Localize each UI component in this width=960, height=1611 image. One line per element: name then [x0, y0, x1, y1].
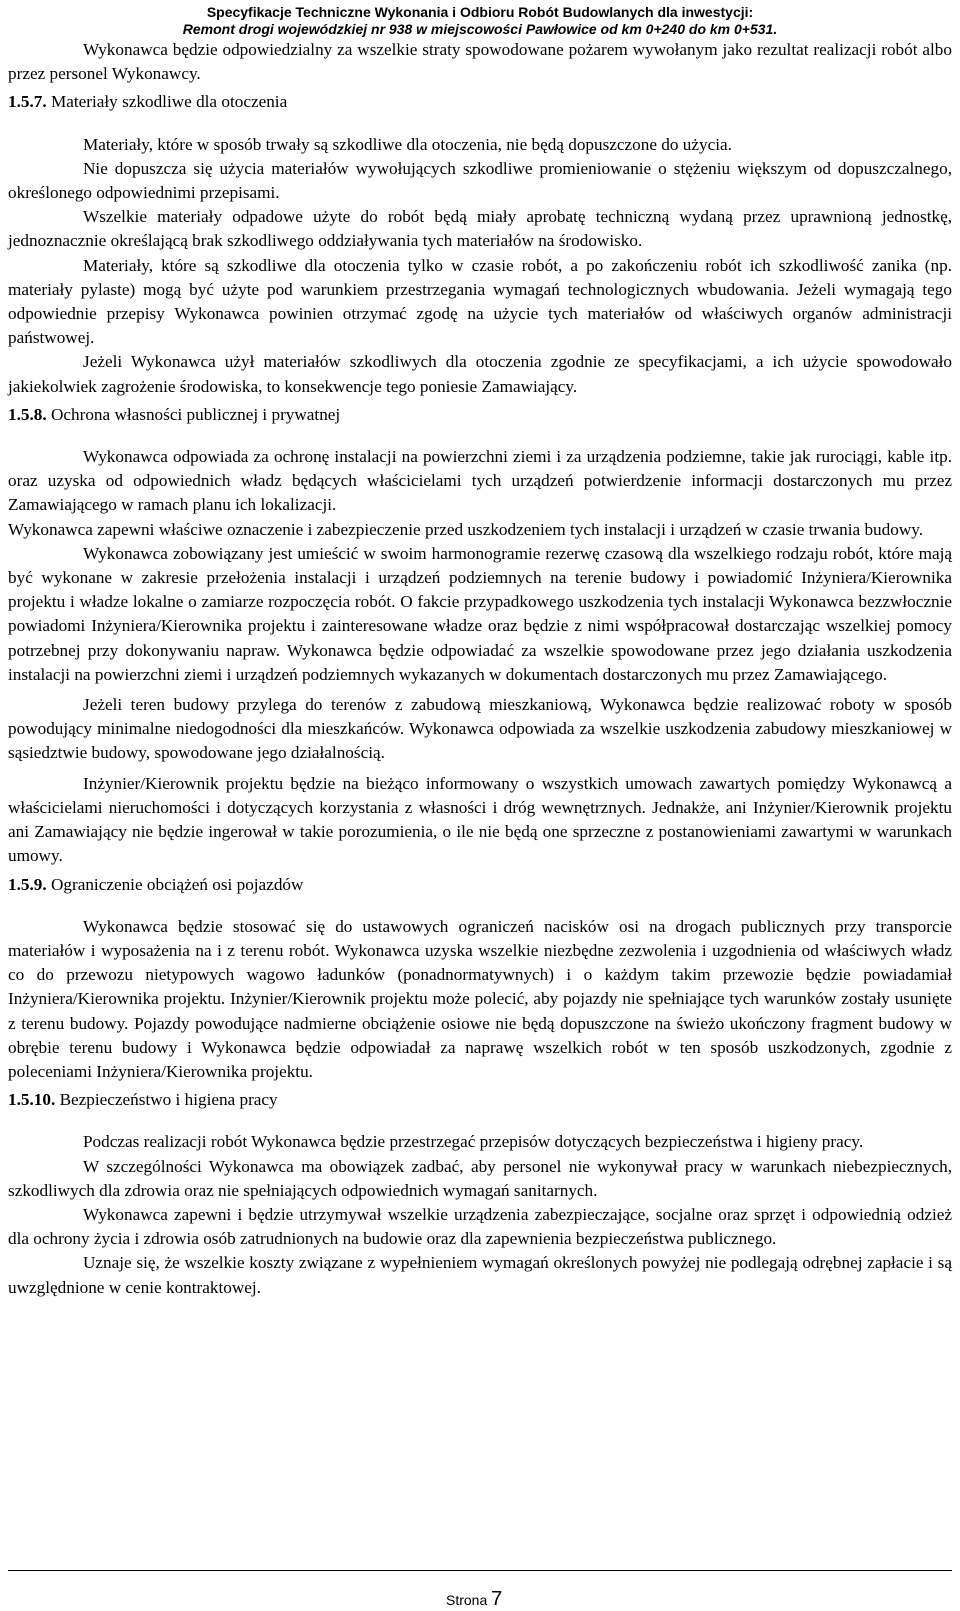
page-footer [446, 1588, 502, 1611]
section-title: Ograniczenie obciążeń osi pojazdów [50, 874, 304, 894]
paragraph: Uznaje się, że wszelkie koszty związane z wypełnieniem wymagań określonych powyżej nie podlegają odrębnej zapłacie i są uwzględnione w cenie kontraktowej. [8, 1253, 952, 1297]
section-title: Bezpieczeństwo i higiena pracy [59, 1090, 278, 1110]
document-body [8, 38, 952, 1300]
header-subtitle: Remont drogi wojewódzkiej nr 938 w miejscowości Pawłowice od km 0+240 do km 0+531. [182, 21, 778, 37]
section-number: 1.5.10. [8, 1090, 56, 1110]
section-heading-1-5-9 [8, 873, 952, 897]
paragraph: Wykonawca zapewni właściwe oznaczenie i zabezpieczenie przed uszkodzeniem tych instalacji i urządzeń w czasie trwania budowy. [8, 519, 924, 539]
section-heading-1-5-7 [8, 90, 952, 114]
paragraph: Materiały, które są szkodliwe dla otoczenia tylko w czasie robót, a po zakończeniu robót ich szkodliwość zanika (np. materiały pylaste) mogą być użyte pod warunkiem przestrzegania wymagań technologicznych wbudowania. Jeżeli wymagają tego odpowiednie przepisy Wykonawca powinien otrzymać zgodę na użycie tych materiałów od właściwych organów administracji państwowej. [8, 255, 952, 348]
section-title: Materiały szkodliwe dla otoczenia [50, 92, 288, 112]
section-heading-1-5-8 [8, 403, 952, 427]
paragraph: Wykonawca będzie odpowiedzialny za wszelkie straty spowodowane pożarem wywołanym jako rezultat realizacji robót albo przez personel Wykonawcy. [8, 40, 952, 84]
paragraph: Podczas realizacji robót Wykonawca będzie przestrzegać przepisów dotyczących bezpieczeństwa i higieny pracy. [83, 1132, 864, 1152]
paragraph: Jeżeli Wykonawca użył materiałów szkodliwych dla otoczenia zgodnie ze specyfikacjami, a ich użycie spowodowało jakiekolwiek zagrożenie środowiska, to konsekwencje tego poniesie Zamawiający. [8, 352, 952, 396]
section-heading-1-5-10 [8, 1088, 952, 1112]
paragraph: Materiały, które w sposób trwały są szkodliwe dla otoczenia, nie będą dopuszczone do użycia. [83, 134, 732, 154]
paragraph: Wykonawca odpowiada za ochronę instalacji na powierzchni ziemi i za urządzenia podziemne, takie jak rurociągi, kable itp. oraz uzyska od odpowiednich władz będących właścicielami tych urządzeń potwierdzenie informacji dostarczonych mu przez Zamawiającego w ramach planu ich lokalizacji. [8, 447, 952, 515]
section-number: 1.5.7. [8, 92, 47, 112]
section-number: 1.5.9. [8, 874, 47, 894]
paragraph: Wykonawca zobowiązany jest umieścić w swoim harmonogramie rezerwę czasową dla wszelkiego rodzaju robót, które mają być wykonane w zakresie przełożenia instalacji i urządzeń podziemnych na terenie budowy i powiadomić Inżyniera/Kierownika projektu i władze lokalne o zamiarze rozpoczęcia robót. O fakcie przypadkowego uszkodzenia tych instalacji Wykonawca bezzwłocznie powiadomi Inżyniera/Kierownika projektu i zainteresowane władze oraz będzie z nimi współpracował dostarczając wszelkiej pomocy potrzebnej przy dokonywaniu napraw. Wykonawca będzie odpowiadać za wszelkie spowodowane przez jego działania uszkodzenia instalacji na powierzchni ziemi i urządzeń podziemnych wykazanych w dokumentach dostarczonych mu przez Zamawiającego. [8, 543, 952, 684]
paragraph: Inżynier/Kierownik projektu będzie na bieżąco informowany o wszystkich umowach zawartych pomiędzy Wykonawcą a właścicielami nieruchomości i dotyczących korzystania z własności i dróg wewnętrznych. Jednakże, ani Inżynier/Kierownik projektu ani Zamawiający nie będzie ingerował w takie porozumienia, o ile nie będą one sprzeczne z postanowieniami zawartymi w warunkach umowy. [8, 773, 952, 866]
page-label: Strona [446, 1592, 488, 1608]
paragraph: Wykonawca będzie stosować się do ustawowych ograniczeń nacisków osi na drogach publicznych przy transporcie materiałów i wyposażenia na i z terenu robót. Wykonawca uzyska wszelkie niezbędne zezwolenia i uzgodnienia od właściwych władz co do przewozu nietypowych wagowo ładunków (ponadnormatywnych) i o każdym takim przewozie będzie powiadamiał Inżyniera/Kierownika projektu. Inżynier/Kierownik projektu może polecić, aby pojazdy nie spełniające tych warunków zostały usunięte z terenu budowy. Pojazdy powodujące nadmierne obciążenie osiowe nie będą dopuszczone na świeżo ukończony fragment budowy w obrębie terenu budowy i Wykonawca będzie odpowiadał za naprawę wszelkich robót w ten sposób uszkodzonych, zgodnie z poleceniami Inżyniera/Kierownika projektu. [8, 916, 952, 1081]
footer-divider [8, 1570, 952, 1571]
header-title: Specyfikacje Techniczne Wykonania i Odbioru Robót Budowlanych dla inwestycji: [206, 4, 754, 20]
paragraph: Wykonawca zapewni i będzie utrzymywał wszelkie urządzenia zabezpieczające, socjalne oraz sprzęt i odpowiednią odzież dla ochrony życia i zdrowia osób zatrudnionych na budowie oraz dla zapewnienia bezpieczeństwa publicznego. [8, 1204, 952, 1249]
page-number: 7 [491, 1588, 503, 1610]
paragraph: Nie dopuszcza się użycia materiałów wywołujących szkodliwe promieniowanie o stężeniu większym od dopuszczalnego, określonego odpowiednimi przepisami. [8, 158, 952, 203]
section-number: 1.5.8. [8, 404, 47, 424]
section-title: Ochrona własności publicznej i prywatnej [50, 404, 341, 424]
document-header [0, 4, 960, 38]
paragraph: W szczególności Wykonawca ma obowiązek zadbać, aby personel nie wykonywał pracy w warunkach niebezpiecznych, szkodliwych dla zdrowia oraz nie spełniających odpowiednich wymagań sanitarnych. [8, 1156, 952, 1200]
paragraph: Jeżeli teren budowy przylega do terenów z zabudową mieszkaniową, Wykonawca będzie realizować roboty w sposób powodujący minimalne niedogodności dla mieszkańców. Wykonawca odpowiada za wszelkie uszkodzenia zabudowy mieszkaniowej w sąsiedztwie budowy, spowodowane jego działalnością. [8, 695, 952, 763]
paragraph: Wszelkie materiały odpadowe użyte do robót będą miały aprobatę techniczną wydaną przez uprawnioną jednostkę, jednoznacznie określającą brak szkodliwego oddziaływania tych materiałów na środowisko. [8, 207, 952, 251]
